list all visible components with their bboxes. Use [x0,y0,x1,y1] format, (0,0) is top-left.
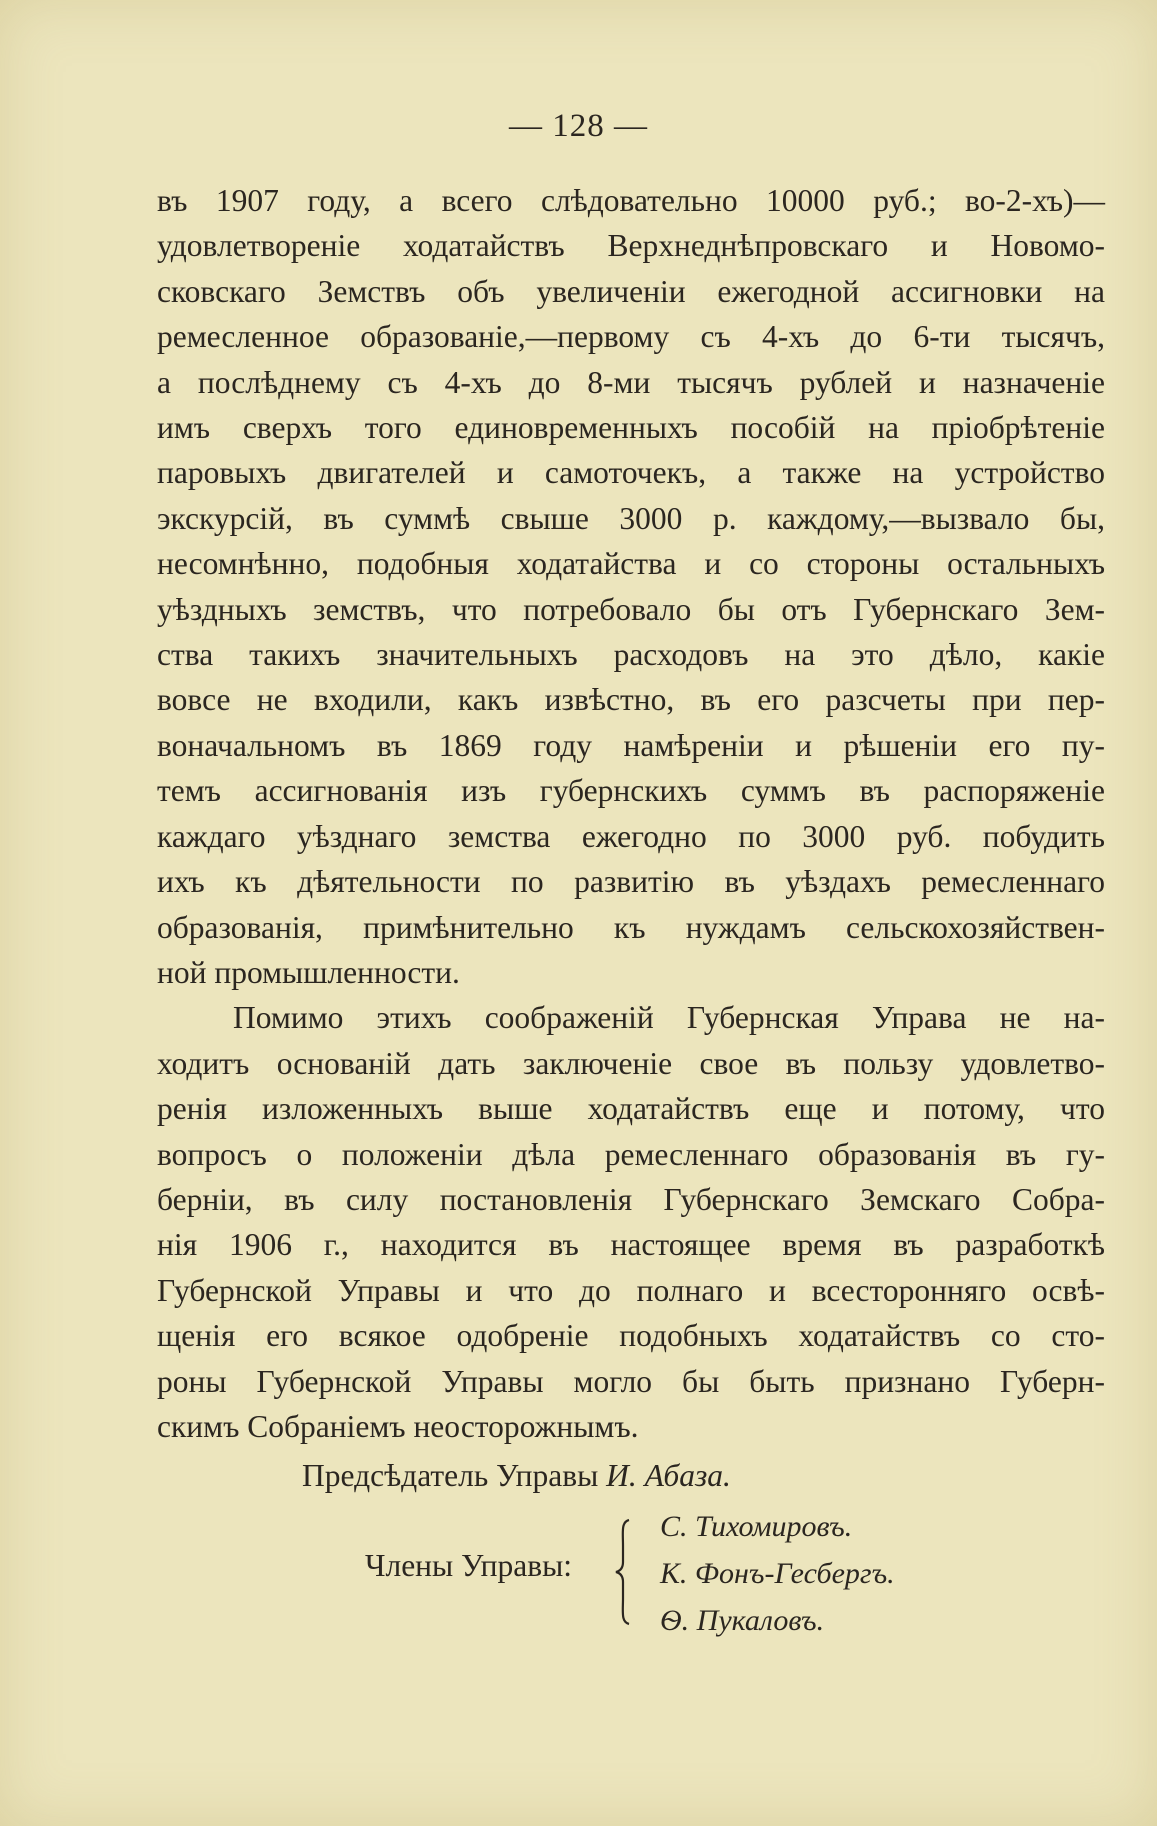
page-number: — 128 — [509,108,648,144]
text-line: образованія, примѣнительно къ нуждамъ сельскохозяйствен- [157,909,1105,945]
text-line: ства такихъ значительныхъ расходовъ на это дѣло, какіе [157,637,1105,673]
member-name: К. Фонъ-Гесбергъ. [660,1557,895,1590]
text-line: удовлетвореніе ходатайствъ Верхнеднѣпровскаго и Новомо- [157,228,1105,264]
text-line: имъ сверхъ того единовременныхъ пособій на пріобрѣтеніе [157,410,1105,446]
text-line: ренія изложенныхъ выше ходатайствъ еще и потому, что [157,1091,1105,1127]
curly-brace-icon [613,1518,635,1626]
text-line: каждаго уѣзднаго земства ежегодно по 3000 руб. побудить [157,818,1105,854]
text-line: темъ ассигнованія изъ губернскихъ суммъ въ распоряженіе [157,773,1105,809]
text-line: Губернской Управы и что до полнаго и всесторонняго освѣ- [157,1272,1105,1308]
text-line: вовсе не входили, какъ извѣстно, въ его разсчеты при пер- [157,682,1105,718]
members-label: Члены Управы: [365,1548,572,1583]
text-line: сковскаго Земствъ объ увеличеніи ежегодной ассигновки на [157,273,1105,309]
text-line: ихъ къ дѣятельности по развитію въ уѣздахъ ремесленнаго [157,864,1105,900]
chairman-label: Предсѣдатель Управы [302,1458,599,1493]
text-line: уѣздныхъ земствъ, что потребовало бы отъ Губернскаго Зем- [157,591,1105,627]
member-name: С. Тихомировъ. [660,1510,853,1543]
text-line: щенія его всякое одобреніе подобныхъ ходатайствъ со сто- [157,1318,1105,1354]
member-name: Ѳ. Пукаловъ. [660,1604,825,1637]
text-line: роны Губернской Управы могло бы быть признано Губерн- [157,1363,1105,1399]
chairman-signature [302,1458,731,1494]
chairman-name: И. Абаза. [606,1458,731,1493]
body-text [157,178,1105,1449]
text-line: берніи, въ силу постановленія Губернскаго Земскаго Собра- [157,1181,1105,1217]
text-line: ходитъ основаній дать заключеніе свое въ пользу удовлетво- [157,1045,1105,1081]
text-line: Помимо этихъ соображеній Губернская Управа не на- [233,1000,1105,1036]
text-line: нія 1906 г., находится въ настоящее время въ разработкѣ [157,1227,1105,1263]
text-line: паровыхъ двигателей и самоточекъ, а также на устройство [157,455,1105,491]
text-line: въ 1907 году, а всего слѣдовательно 10000 руб.; во-2-хъ)— [157,183,1105,218]
text-line: а послѣднему съ 4-хъ до 8-ми тысячъ рублей и назначеніе [157,364,1105,400]
text-line: ной промышленности. [157,954,460,990]
text-line: вопросъ о положеніи дѣла ремесленнаго образованія въ гу- [157,1136,1105,1172]
text-line: ремесленное образованіе,—первому съ 4-хъ до 6-ти тысячъ, [157,319,1105,355]
members-list [660,1503,895,1644]
text-line: экскурсій, въ суммѣ свыше 3000 р. каждому,—вызвало бы, [157,500,1105,536]
text-line: скимъ Собраніемъ неосторожнымъ. [157,1408,639,1444]
text-line: воначальномъ въ 1869 году намѣреніи и рѣшеніи его пу- [157,727,1105,763]
text-line: несомнѣнно, подобныя ходатайства и со стороны остальныхъ [157,546,1105,582]
